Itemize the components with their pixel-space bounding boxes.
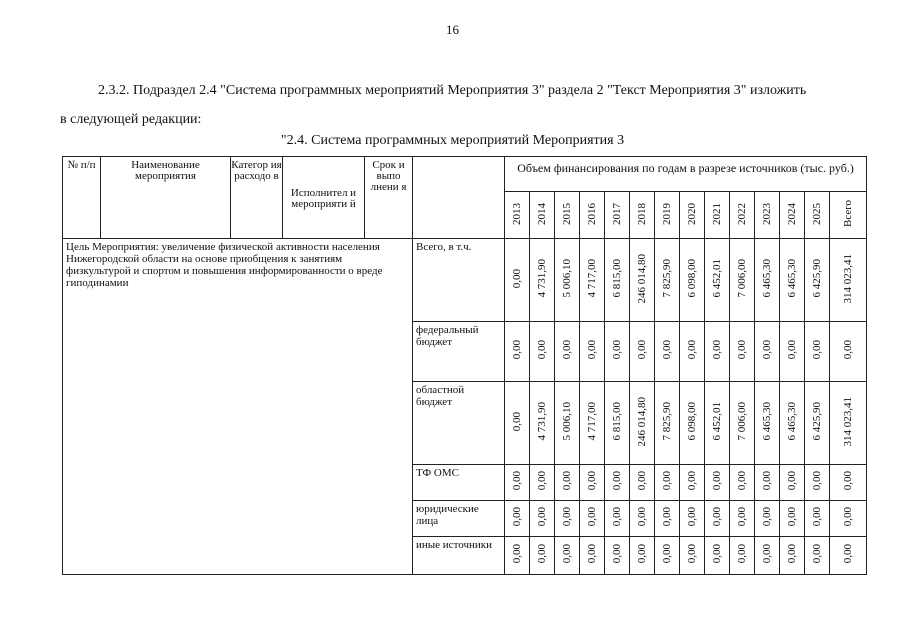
value-cell: 0,00	[555, 537, 580, 575]
paragraph-line-2: в следующей редакции:	[60, 112, 202, 127]
year-header: 2021	[705, 192, 730, 239]
value-cell: 0,00	[780, 322, 805, 382]
value-cell: 7 825,90	[655, 382, 680, 465]
value-cell: 0,00	[655, 537, 680, 575]
value-cell: 0,00	[755, 465, 780, 501]
year-header: 2017	[605, 192, 630, 239]
value-cell: 0,00	[505, 537, 530, 575]
value-cell: 4 717,00	[580, 382, 605, 465]
year-header: 2014	[530, 192, 555, 239]
header-financing: Объем финансирования по годам в разрезе источников (тыс. руб.)	[505, 157, 867, 192]
value-cell: 0,00	[755, 537, 780, 575]
header-term: Срок и выпо лнени я	[365, 157, 413, 239]
value-cell: 0,00	[705, 465, 730, 501]
source-label: иные источники	[413, 537, 505, 575]
value-cell: 0,00	[555, 465, 580, 501]
year-header: 2022	[730, 192, 755, 239]
year-header: 2025	[805, 192, 830, 239]
value-cell: 0,00	[530, 322, 555, 382]
value-cell: 0,00	[780, 501, 805, 537]
value-cell: 0,00	[505, 501, 530, 537]
value-cell: 0,00	[780, 465, 805, 501]
value-cell: 0,00	[555, 322, 580, 382]
value-cell: 4 731,90	[530, 239, 555, 322]
value-cell: 6 452,01	[705, 382, 730, 465]
value-cell: 6 815,00	[605, 382, 630, 465]
value-cell: 0,00	[755, 322, 780, 382]
value-cell: 0,00	[830, 465, 867, 501]
value-cell: 5 006,10	[555, 382, 580, 465]
value-cell: 0,00	[805, 465, 830, 501]
header-source-blank	[413, 157, 505, 239]
value-cell: 0,00	[505, 322, 530, 382]
amendment-paragraph	[60, 76, 870, 134]
year-header: 2018	[630, 192, 655, 239]
value-cell: 0,00	[655, 465, 680, 501]
value-cell: 0,00	[630, 322, 655, 382]
value-cell: 0,00	[605, 465, 630, 501]
value-cell: 0,00	[505, 382, 530, 465]
value-cell: 0,00	[805, 322, 830, 382]
value-cell: 0,00	[830, 501, 867, 537]
header-num: № п/п	[63, 157, 101, 239]
year-header: 2023	[755, 192, 780, 239]
year-header: 2015	[555, 192, 580, 239]
value-cell: 6 465,30	[755, 239, 780, 322]
value-cell: 0,00	[580, 322, 605, 382]
value-cell: 0,00	[730, 501, 755, 537]
value-cell: 0,00	[730, 322, 755, 382]
value-cell: 0,00	[555, 501, 580, 537]
value-cell: 0,00	[830, 322, 867, 382]
value-cell: 0,00	[705, 537, 730, 575]
value-cell: 314 023,41	[830, 239, 867, 322]
value-cell: 246 014,80	[630, 382, 655, 465]
value-cell: 0,00	[680, 537, 705, 575]
value-cell: 6 425,90	[805, 239, 830, 322]
value-cell: 4 731,90	[530, 382, 555, 465]
page-number: 16	[446, 22, 459, 37]
year-header: 2016	[580, 192, 605, 239]
value-cell: 0,00	[630, 465, 655, 501]
value-cell: 7 006,00	[730, 382, 755, 465]
section-subtitle: "2.4. Система программных мероприятий Мероприятия 3	[280, 133, 625, 148]
value-cell: 0,00	[630, 501, 655, 537]
source-label: юридические лица	[413, 501, 505, 537]
financing-table	[62, 156, 867, 575]
header-category: Категор ия расходо в	[231, 157, 283, 239]
year-header: Всего	[830, 192, 867, 239]
value-cell: 0,00	[580, 537, 605, 575]
value-cell: 0,00	[580, 465, 605, 501]
value-cell: 6 098,00	[680, 382, 705, 465]
value-cell: 0,00	[730, 465, 755, 501]
value-cell: 0,00	[755, 501, 780, 537]
value-cell: 0,00	[780, 537, 805, 575]
source-label: ТФ ОМС	[413, 465, 505, 501]
value-cell: 0,00	[530, 501, 555, 537]
value-cell: 0,00	[605, 322, 630, 382]
value-cell: 0,00	[505, 239, 530, 322]
header-name: Наименование мероприятия	[101, 157, 231, 239]
value-cell: 246 014,80	[630, 239, 655, 322]
value-cell: 6 425,90	[805, 382, 830, 465]
source-label: федеральный бюджет	[413, 322, 505, 382]
value-cell: 0,00	[655, 322, 680, 382]
value-cell: 7 006,00	[730, 239, 755, 322]
value-cell: 6 815,00	[605, 239, 630, 322]
year-header: 2013	[505, 192, 530, 239]
value-cell: 0,00	[705, 501, 730, 537]
value-cell: 6 465,30	[755, 382, 780, 465]
value-cell: 0,00	[605, 537, 630, 575]
value-cell: 0,00	[730, 537, 755, 575]
year-header: 2019	[655, 192, 680, 239]
value-cell: 7 825,90	[655, 239, 680, 322]
value-cell: 6 465,30	[780, 239, 805, 322]
source-label: Всего, в т.ч.	[413, 239, 505, 322]
value-cell: 0,00	[680, 465, 705, 501]
value-cell: 6 465,30	[780, 382, 805, 465]
source-label: областной бюджет	[413, 382, 505, 465]
value-cell: 0,00	[630, 537, 655, 575]
paragraph-line-1: 2.3.2. Подраздел 2.4 "Система программных мероприятий Мероприятия 3" раздела 2 "Текст Мероприятия 3" изложить	[98, 83, 807, 98]
value-cell: 0,00	[530, 537, 555, 575]
value-cell: 0,00	[680, 501, 705, 537]
value-cell: 0,00	[705, 322, 730, 382]
value-cell: 6 098,00	[680, 239, 705, 322]
value-cell: 0,00	[505, 465, 530, 501]
value-cell: 0,00	[655, 501, 680, 537]
header-executor: Исполнител и мероприяти й	[283, 157, 365, 239]
value-cell: 0,00	[605, 501, 630, 537]
table-row	[63, 239, 867, 322]
goal-cell: Цель Мероприятия: увеличение физической активности населения Нижегородской области на основе приобщения к занятиям физкультурой и спортом и повышения информированности о вреде гиподинамии	[63, 239, 413, 575]
table-body	[63, 239, 867, 575]
value-cell: 0,00	[805, 501, 830, 537]
value-cell: 4 717,00	[580, 239, 605, 322]
value-cell: 0,00	[530, 465, 555, 501]
value-cell: 0,00	[830, 537, 867, 575]
value-cell: 0,00	[580, 501, 605, 537]
year-header: 2024	[780, 192, 805, 239]
value-cell: 314 023,41	[830, 382, 867, 465]
year-header: 2020	[680, 192, 705, 239]
value-cell: 6 452,01	[705, 239, 730, 322]
value-cell: 0,00	[680, 322, 705, 382]
value-cell: 5 006,10	[555, 239, 580, 322]
value-cell: 0,00	[805, 537, 830, 575]
